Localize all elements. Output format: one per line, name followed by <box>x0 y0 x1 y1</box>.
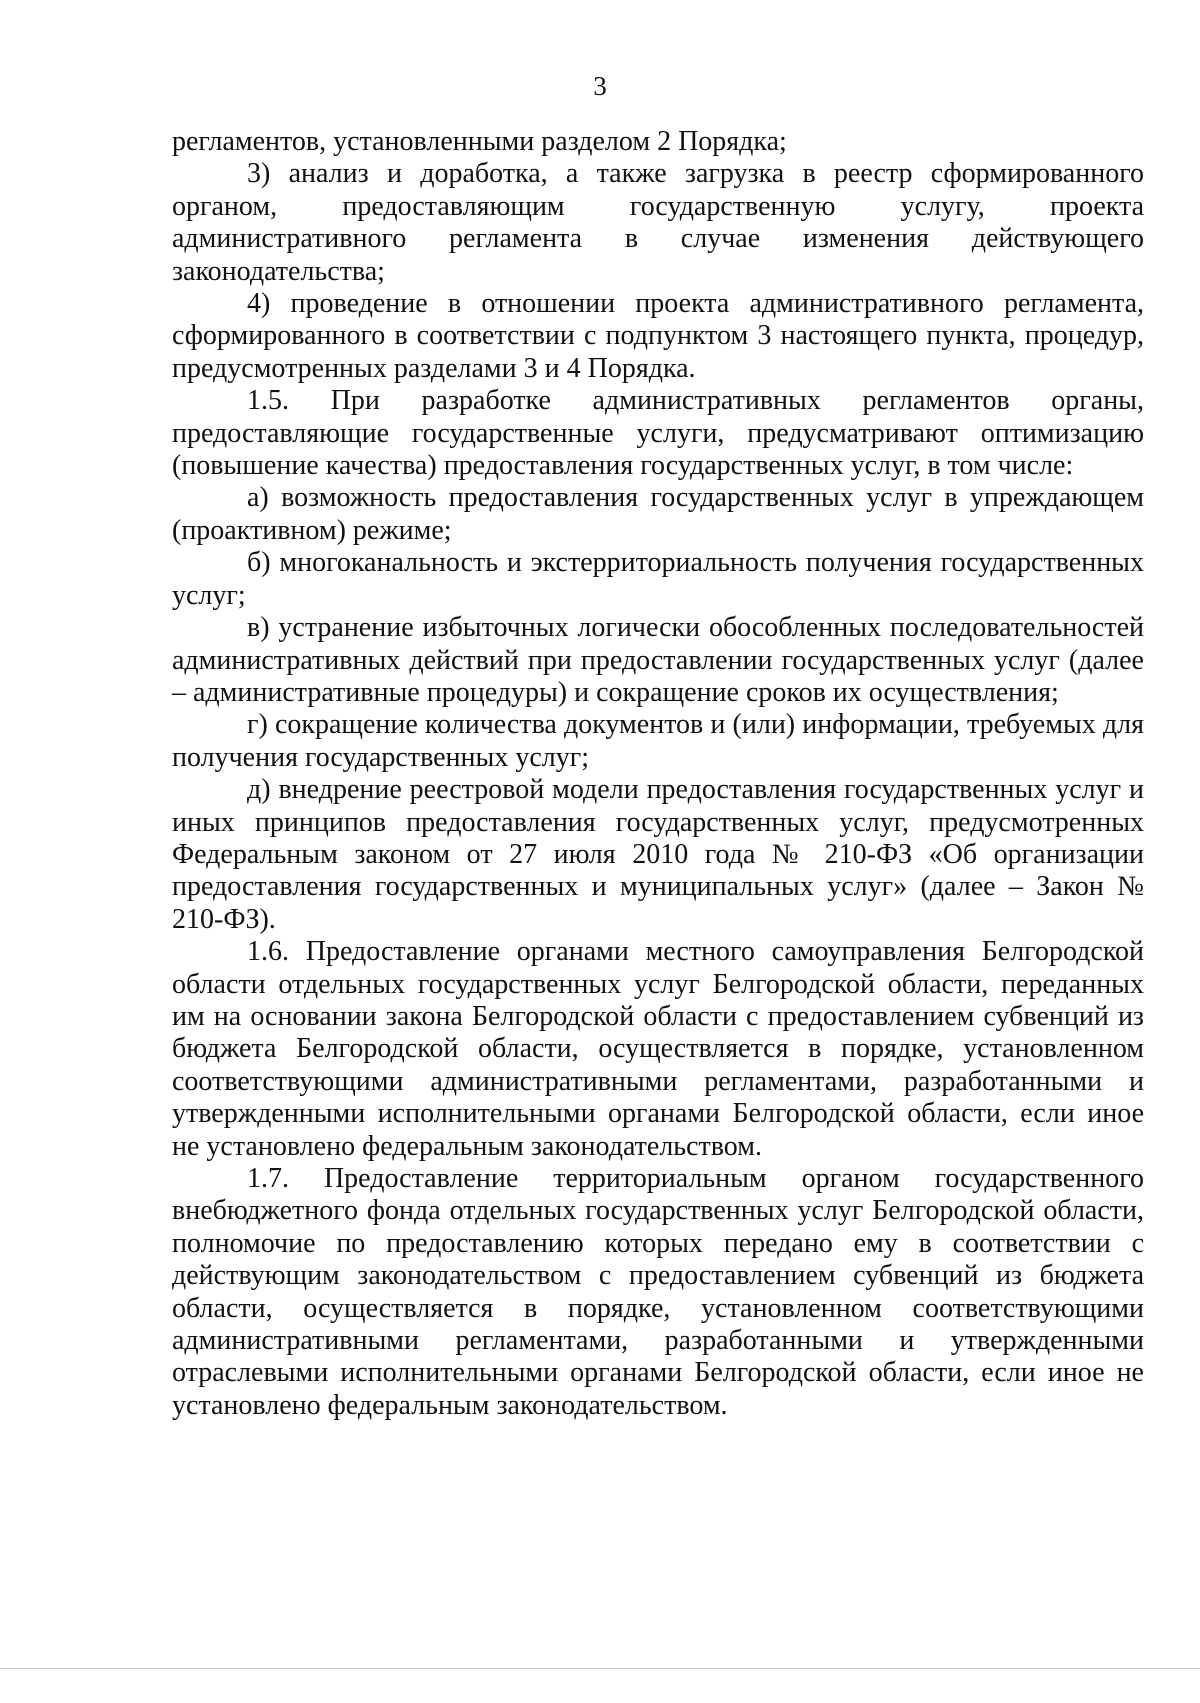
paragraph-1-5: 1.5. При разработке административных регламентов органы, предоставляющие государственные услуги, предусматривают оптимизацию (повышение качества) предоставления государственных услуг, в том числе: <box>172 385 1144 482</box>
paragraph-item-d: д) внедрение реестровой модели предоставления государственных услуг и иных принципов предоставления государственных услуг, предусмотренных Федеральным законом от 27 июля 2010 года № 210-ФЗ «Об организации предоставления государственных и муниципальных услуг» (далее – Закон № 210-ФЗ). <box>172 774 1144 935</box>
paragraph-item-3: 3) анализ и доработка, а также загрузка в реестр сформированного органом, предоставляющим государственную услугу, проекта административного регламента в случае изменения действующего законодательства; <box>172 158 1144 287</box>
paragraph-1-7: 1.7. Предоставление территориальным органом государственного внебюджетного фонда отдельных государственных услуг Белгородской области, полномочие по предоставлению которых передано ему в соответствии с действующим законодательством с предоставлением субвенций из бюджета области, осуществляется в порядке, установленном соответствующими административными регламентами, разработанными и утвержденными отраслевыми исполнительными органами Белгородской области, если иное не установлено федеральным законодательством. <box>172 1163 1144 1421</box>
paragraph-1-6: 1.6. Предоставление органами местного самоуправления Белгородской области отдельных государственных услуг Белгородской области, переданных им на основании закона Белгородской области с предоставлением субвенций из бюджета Белгородской области, осуществляется в порядке, установленном соответствующими административными регламентами, разработанными и утвержденными исполнительными органами Белгородской области, если иное не установлено федеральным законодательством. <box>172 936 1144 1162</box>
scan-edge-line <box>0 1668 1200 1669</box>
paragraph-item-b: б) многоканальность и экстерриториальность получения государственных услуг; <box>172 547 1144 611</box>
paragraph-item-a: а) возможность предоставления государственных услуг в упреждающем (проактивном) режиме; <box>172 482 1144 546</box>
paragraph-continuation: регламентов, установленными разделом 2 Порядка; <box>172 126 787 157</box>
document-body <box>172 126 1144 1422</box>
paragraph-item-v: в) устранение избыточных логически обособленных последовательностей административных действий при предоставлении государственных услуг (далее – административные процедуры) и сокращение сроков их осуществления; <box>172 612 1144 708</box>
page-number: 3 <box>593 71 607 101</box>
paragraph-item-g: г) сокращение количества документов и (или) информации, требуемых для получения государственных услуг; <box>172 709 1144 773</box>
paragraph-item-4: 4) проведение в отношении проекта административного регламента, сформированного в соответствии с подпунктом 3 настоящего пункта, процедур, предусмотренных разделами 3 и 4 Порядка. <box>172 288 1144 384</box>
